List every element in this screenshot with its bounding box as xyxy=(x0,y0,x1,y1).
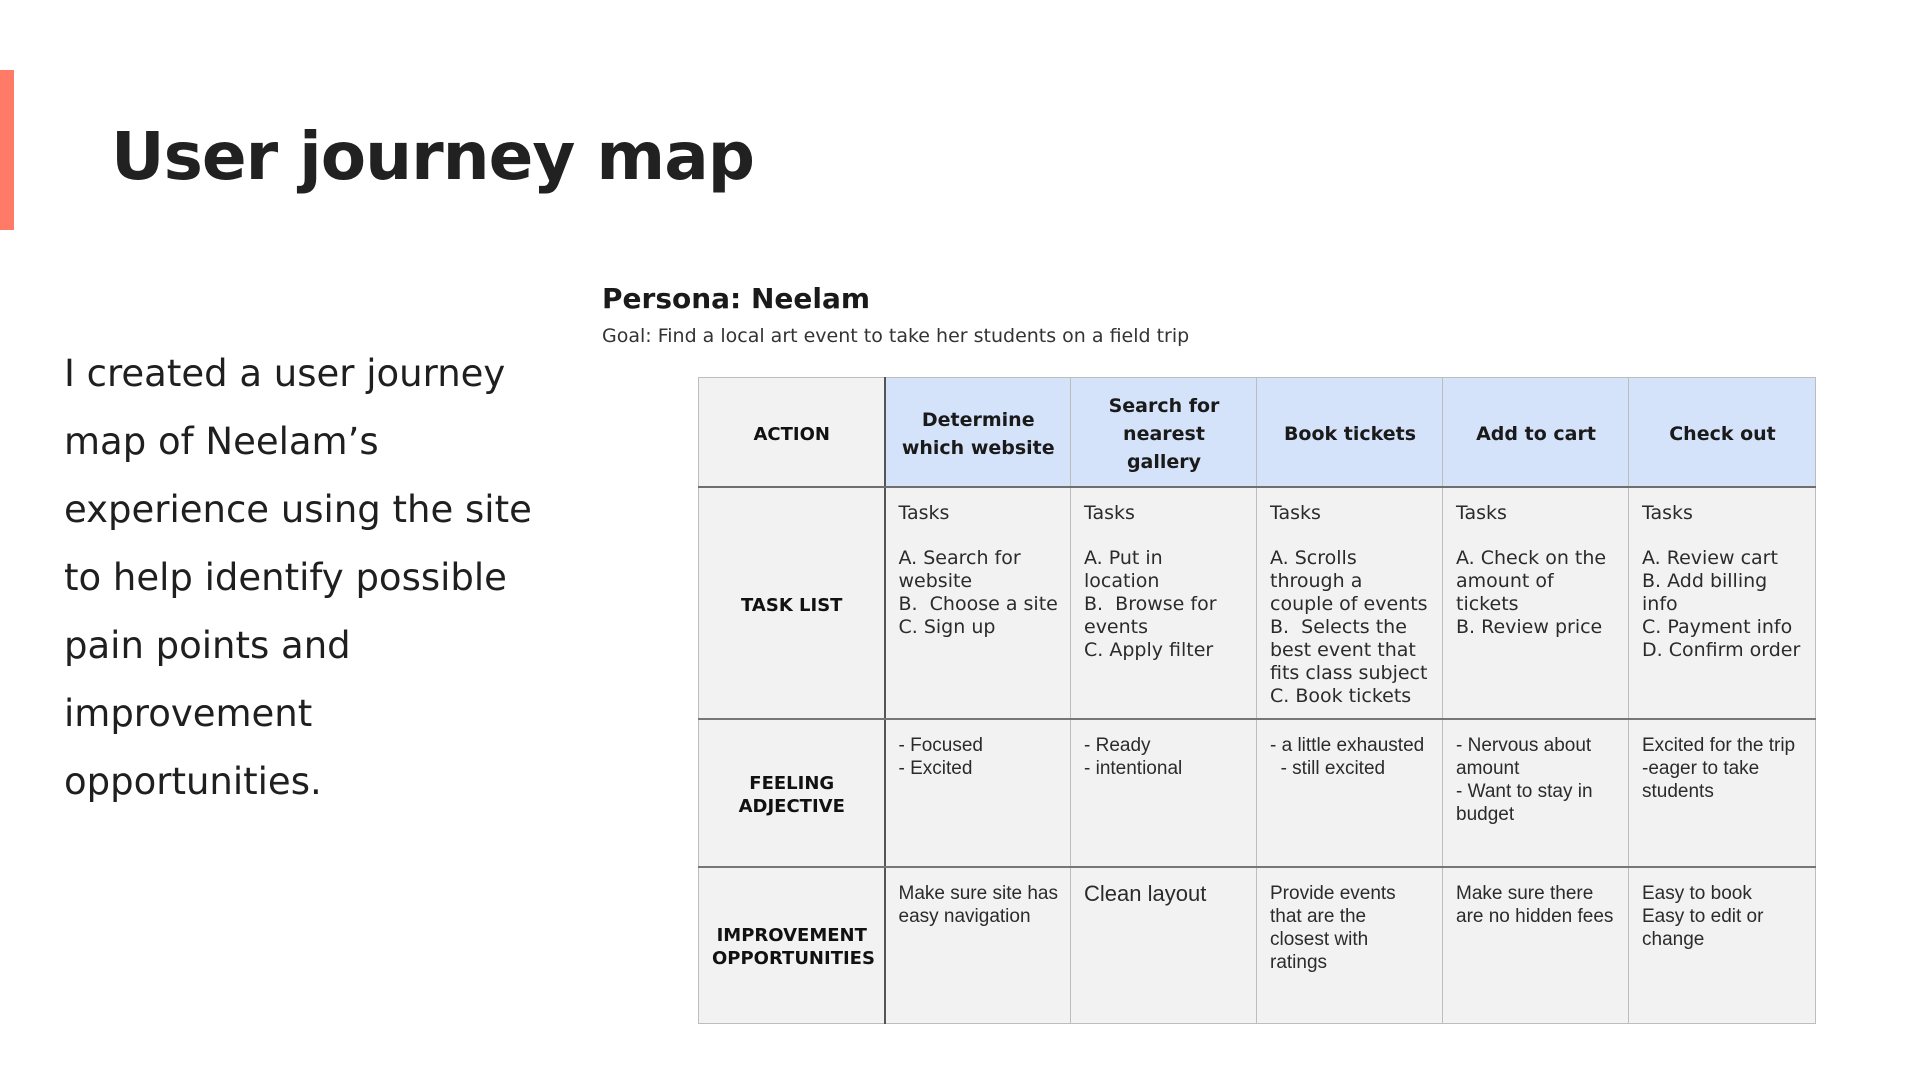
feeling-cell xyxy=(1443,719,1629,867)
task-item: A. Put in location xyxy=(1084,547,1169,592)
row-label-line: FEELING xyxy=(749,773,835,794)
feeling-item: - intentional xyxy=(1084,758,1183,779)
task-item: C. Sign up xyxy=(898,616,996,638)
feeling-item: - Focused xyxy=(898,735,983,756)
row-label-action: ACTION xyxy=(699,378,885,488)
tasks-heading: Tasks xyxy=(1084,502,1135,524)
action-row xyxy=(699,378,1816,488)
stage-header: Check out xyxy=(1629,378,1816,488)
task-cell xyxy=(1443,487,1629,719)
task-cell xyxy=(1629,487,1816,719)
task-item: A. Search for website xyxy=(898,547,1027,592)
task-item: B. Choose a site xyxy=(898,593,1058,615)
row-label-improvement xyxy=(699,867,885,1023)
improvement-cell: Make sure site has easy navigation xyxy=(885,867,1071,1023)
task-item: A. Check on the amount of tickets xyxy=(1456,547,1613,615)
improvement-item: Easy to edit or change xyxy=(1642,906,1769,950)
task-list-row xyxy=(699,487,1816,719)
task-item: A. Review cart xyxy=(1642,547,1778,569)
journey-map-table xyxy=(698,377,1816,1024)
improvement-cell: Clean layout xyxy=(1071,867,1257,1023)
tasks-heading: Tasks xyxy=(1642,502,1693,524)
row-label-line: IMPROVEMENT xyxy=(716,925,867,947)
page-title: User journey map xyxy=(111,118,754,195)
feeling-row xyxy=(699,719,1816,867)
row-label-line: OPPORTUNITIES xyxy=(712,948,875,970)
task-item: A. Scrolls through a couple of events xyxy=(1270,547,1428,615)
persona-name: Persona: Neelam xyxy=(602,282,871,315)
row-label-feeling xyxy=(699,719,885,867)
tasks-heading: Tasks xyxy=(1270,502,1321,524)
description-text: I created a user journey map of Neelam’s experience using the site to help identify possible pain points and improvement opportunities. xyxy=(64,352,532,803)
feeling-item: -eager to take students xyxy=(1642,758,1765,802)
task-item: C. Book tickets xyxy=(1270,685,1412,707)
feeling-item: Excited for the trip xyxy=(1642,735,1796,756)
tasks-heading: Tasks xyxy=(898,502,950,524)
task-cell xyxy=(1257,487,1443,719)
task-item: B. Add billing info xyxy=(1642,570,1774,615)
improvement-row xyxy=(699,867,1816,1023)
task-cell xyxy=(1071,487,1257,719)
task-item: C. Apply filter xyxy=(1084,639,1214,661)
task-item: C. Payment info xyxy=(1642,616,1793,638)
feeling-cell xyxy=(1629,719,1816,867)
persona-goal: Goal: Find a local art event to take her students on a field trip xyxy=(602,325,1190,347)
task-item: D. Confirm order xyxy=(1642,639,1801,661)
stage-header: Add to cart xyxy=(1443,378,1629,488)
stage-header: Search for nearest gallery xyxy=(1071,378,1257,488)
task-item: B. Browse for events xyxy=(1084,593,1223,638)
task-cell xyxy=(885,487,1071,719)
feeling-item: - Nervous about amount xyxy=(1456,735,1597,779)
feeling-cell xyxy=(1071,719,1257,867)
row-label-task-list: TASK LIST xyxy=(699,487,885,719)
improvement-cell: Make sure there are no hidden fees xyxy=(1443,867,1629,1023)
improvement-item: Easy to book xyxy=(1642,883,1752,904)
improvement-cell: Provide events that are the closest with ratings xyxy=(1257,867,1443,1023)
feeling-item: - Excited xyxy=(898,758,973,779)
stage-header: Determine which website xyxy=(885,378,1071,488)
task-item: B. Selects the best event that fits class subject xyxy=(1270,616,1428,684)
feeling-item: - Want to stay in budget xyxy=(1456,781,1598,825)
tasks-heading: Tasks xyxy=(1456,502,1507,524)
feeling-item: - Ready xyxy=(1084,735,1151,756)
feeling-item: - still excited xyxy=(1270,758,1386,779)
accent-bar xyxy=(0,70,14,230)
improvement-cell xyxy=(1629,867,1816,1023)
row-label-line: ADJECTIVE xyxy=(738,796,845,817)
stage-header: Book tickets xyxy=(1257,378,1443,488)
feeling-item: - a little exhausted xyxy=(1270,735,1425,756)
feeling-cell xyxy=(1257,719,1443,867)
task-item: B. Review price xyxy=(1456,616,1603,638)
feeling-cell xyxy=(885,719,1071,867)
